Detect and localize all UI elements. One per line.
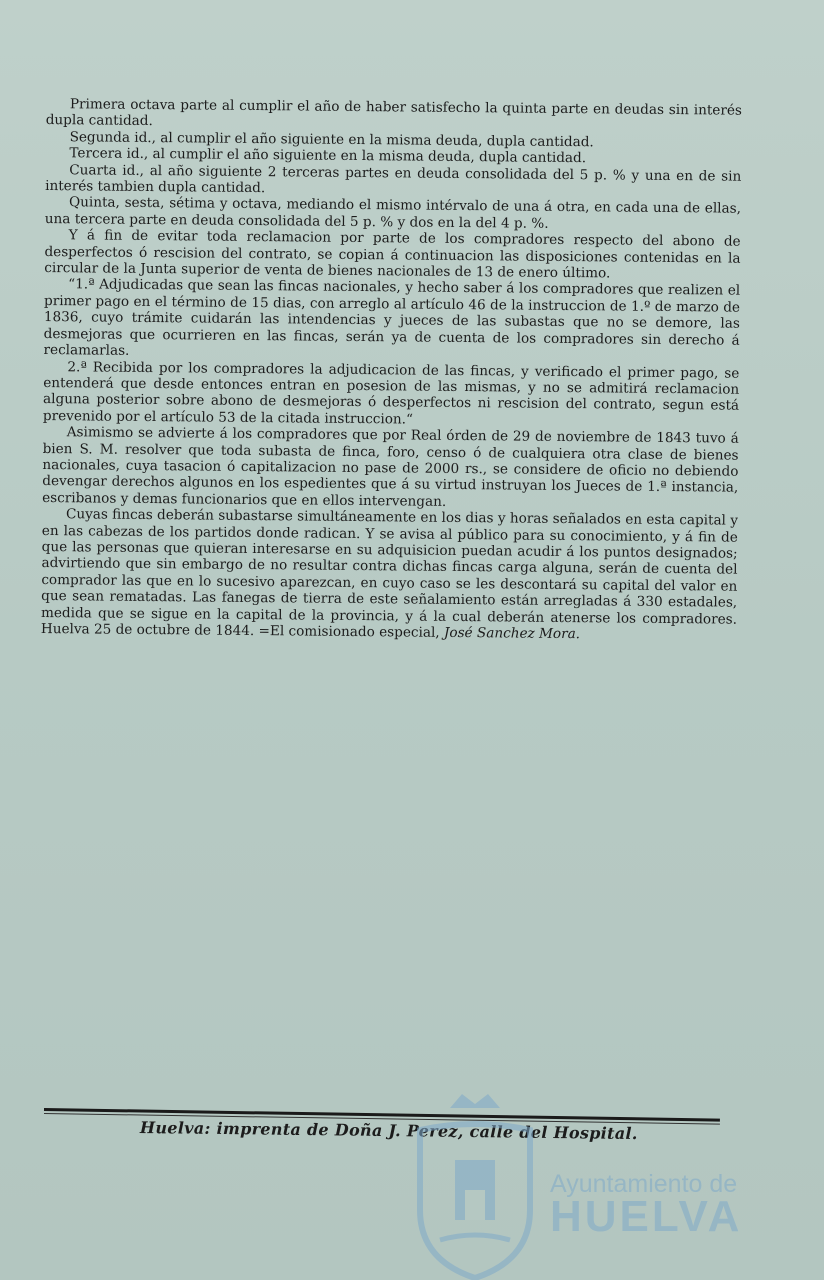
paragraph-1: Primera octava parte al cumplir el año de haber satisfecho la quinta parte en deudas sin interés dupla cantidad.	[45, 96, 742, 130]
paragraph-2: Segunda id., al cumplir el año siguiente en la misma deuda, dupla cantidad.	[69, 129, 594, 151]
document-body	[41, 96, 742, 644]
signature-name: José Sanchez Mora.	[443, 624, 581, 643]
paragraph-3: Tercera id., al cumplir el año siguiente en la misma deuda, dupla cantidad.	[69, 145, 587, 167]
paragraph-10-text: Cuyas fincas deberán subastarse simultáneamente en los dias y horas señalados en esta capital y en las cabezas de los partidos donde radican. Y se avisa al público para su conocimiento, y á fin de que las personas que quieran interesarse en su adquisicion puedan acudir á los puntos designados; advirtiendo que sin embargo de no resultar contra dichas fincas carga alguna, serán de cuenta del comprador las que en lo sucesivo aparezcan, en cuyo caso se les descontará su capital del valor en que sean rematadas. Las fanegas de tierra de este señalamiento están arregladas á 330 estadales, medida que se sigue en la capital de la provincia, y á la cual deberán atenerse los compradores. Huelva 25 de octubre de 1844.	[40, 506, 739, 640]
paragraph-5: Quinta, sesta, sétima y octava, mediando el mismo intérvalo de una á otra, en cada una de ellas, una tercera parte en deuda consolidada del 5 p. % y dos en la del 4 p. %.	[44, 194, 742, 232]
watermark-line-2: HUELVA	[550, 1192, 743, 1241]
watermark-line-1: Ayuntamiento de	[550, 1170, 738, 1198]
printer-imprint: Huelva: imprenta de Doña J. Perez, calle del Hospital.	[139, 1118, 638, 1144]
paragraph-6: Y á fin de evitar toda reclamacion por parte de los compradores respecto del abono de desperfectos ó rescision del contrato, se copian á continuacion las disposiciones contenidas en la circular de la Junta superior de venta de bienes nacionales de 13 de enero último.	[44, 227, 741, 282]
paragraph-7: “1.ª Adjudicadas que sean las fincas nacionales, y hecho saber á los compradores que realizen el primer pago en el término de 15 dias, con arreglo al artículo 46 de la instruccion de 1.º de marzo de 1836, cuyo trámite cuidarán las intendencias y jueces de las subastas que no se demore, las desmejoras que ocurrieren en las fincas, serán ya de cuenta de los compradores sin derecho á reclamarlas.	[43, 276, 741, 359]
paragraph-9: Asimismo se advierte á los compradores que por Real órden de 29 de noviembre de 1843 tuvo á bien S. M. resolver que toda subasta de finca, foro, censo ó de cualquiera otra clase de bienes nacionales, cuya tasacion ó capitalizacion no pase de 2000 rs., se considere de oficio no debiendo devengar derechos algunos en los espedientes que á su virtud instruyan los Jueces de 1.ª instancia, escribanos y demas funcionarios que en ellos intervengan.	[42, 424, 739, 510]
watermark	[410, 1090, 760, 1280]
watermark-seal-icon	[410, 1090, 540, 1280]
paragraph-4: Cuarta id., al año siguiente 2 terceras partes en deuda consolidada del 5 p. % y una en de sin interés tambien dupla cantidad.	[45, 161, 742, 197]
paragraph-8: 2.ª Recibida por los compradores la adjudicacion de las fincas, y verificado el primer pago, se entenderá que desde entonces entran en posesion de las mismas, y no se admitirá reclamacion alguna posterior sobre abono de desmejoras ó desperfectos ni rescision del contrato, segun está prevenido por el artículo 53 de la citada instruccion.“	[42, 358, 740, 428]
paragraph-10	[41, 506, 738, 644]
signature-lead: =El comisionado especial,	[258, 623, 440, 641]
